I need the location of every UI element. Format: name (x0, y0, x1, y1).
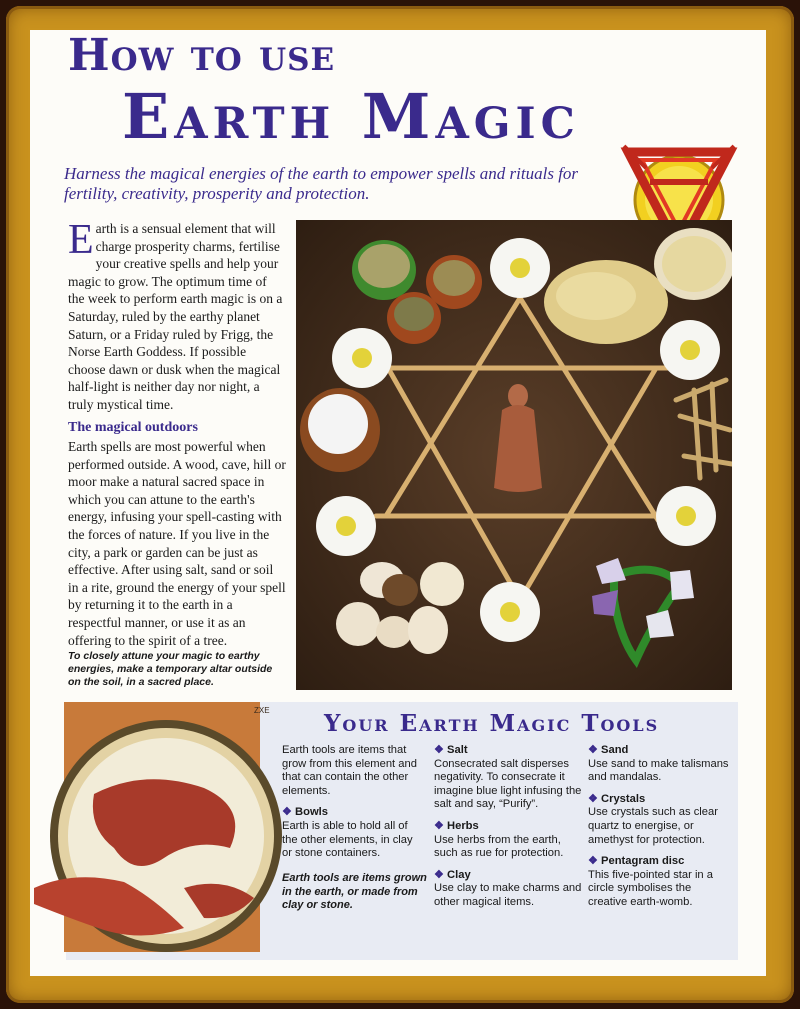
tools-intro: Earth tools are items that grow from this element and that can contain the other elements. (282, 744, 417, 797)
intro-paragraph (68, 217, 286, 414)
tool-text: Use sand to make talismans and mandalas. (588, 757, 729, 784)
tools-column-1 (282, 744, 422, 869)
page (30, 30, 766, 976)
diamond-bullet-icon: ❖ (434, 744, 445, 756)
sand-plate-icon (34, 698, 284, 960)
tool-text: Use clay to make charms and other magical items. (434, 882, 582, 908)
tool-item-bowls (282, 806, 422, 860)
tool-text: Consecrated salt disperses negativity. To consecrate it imagine blue light infusing the salt and say, “Purify”. (434, 757, 582, 811)
tool-item-salt (434, 744, 582, 812)
tool-text: Use crystals such as clear quartz to energise, or amethyst for protection. (588, 806, 718, 846)
tool-item-pentagram-disc (588, 855, 732, 909)
tool-name: Pentagram disc (601, 855, 685, 868)
tool-item-sand (588, 744, 732, 785)
tool-name: Herbs (447, 819, 479, 832)
intro-text: arth is a sensual element that will charge prosperity charms, fertilise your creative spells and help your magic to grow. The optimum time of the week to perform earth magic is on a Saturday, ruled by the earthy planet Saturn, or a Friday ruled by Frigg, the Norse Earth Goddess. If possible choose dawn or dusk when the magical half-light is neither day nor night, a truly mystical time. (68, 221, 283, 412)
drop-cap: E (68, 217, 94, 263)
title-line-1: How to use (68, 30, 336, 81)
title-line-2: Earth Magic (122, 80, 580, 153)
tool-name: Crystals (601, 792, 646, 805)
tool-item-clay (434, 869, 582, 910)
tools-column-3 (588, 744, 732, 918)
sand-plate-illustration (34, 698, 284, 960)
tool-name: Clay (447, 868, 471, 881)
subtitle: Harness the magical energies of the earth to empower spells and rituals for fertility, creativity, prosperity and protection. (64, 164, 579, 203)
illustration-badge: ZXE (254, 706, 270, 715)
tool-text: Earth is able to hold all of the other elements, in clay or stone containers. (282, 819, 413, 860)
diamond-bullet-icon: ❖ (434, 868, 445, 881)
tools-title: Your Earth Magic Tools (324, 710, 660, 737)
tool-text: This five-pointed star in a circle symbolises the creative earth-womb. (588, 868, 713, 908)
photo-caption: To closely attune your magic to earthy energies, make a temporary altar outside on the soil, in a sacred place. (68, 650, 273, 688)
outdoors-paragraph: Earth spells are most powerful when performed outside. A wood, cave, hill or moor make a natural sacred space in which you can attune to the earth's energy, infusing your spell-casting with the forces of nature. If you live in the city, a park or garden can be just as effective. After using salt, sand or soil in a rite, ground the energy of your spell by returning it to the earth in a respectful manner, or use it as an offering to the spirit of a tree. (68, 439, 286, 648)
section-heading-outdoors: The magical outdoors (68, 420, 198, 435)
tool-name: Sand (601, 744, 629, 756)
diamond-bullet-icon: ❖ (434, 819, 445, 832)
tools-column-2 (434, 744, 582, 918)
tool-name: Salt (447, 744, 468, 756)
earth-altar-photo (296, 220, 732, 690)
diamond-bullet-icon: ❖ (588, 855, 599, 868)
diamond-bullet-icon: ❖ (588, 792, 599, 805)
tool-item-herbs (434, 820, 582, 861)
tool-item-crystals (588, 793, 732, 847)
diamond-bullet-icon: ❖ (282, 806, 293, 819)
diamond-bullet-icon: ❖ (588, 744, 599, 756)
tool-name: Bowls (295, 806, 328, 819)
tools-caption: Earth tools are items grown in the earth, or made from clay or stone. (282, 872, 427, 911)
tool-text: Use herbs from the earth, such as rue for protection. (434, 833, 564, 860)
